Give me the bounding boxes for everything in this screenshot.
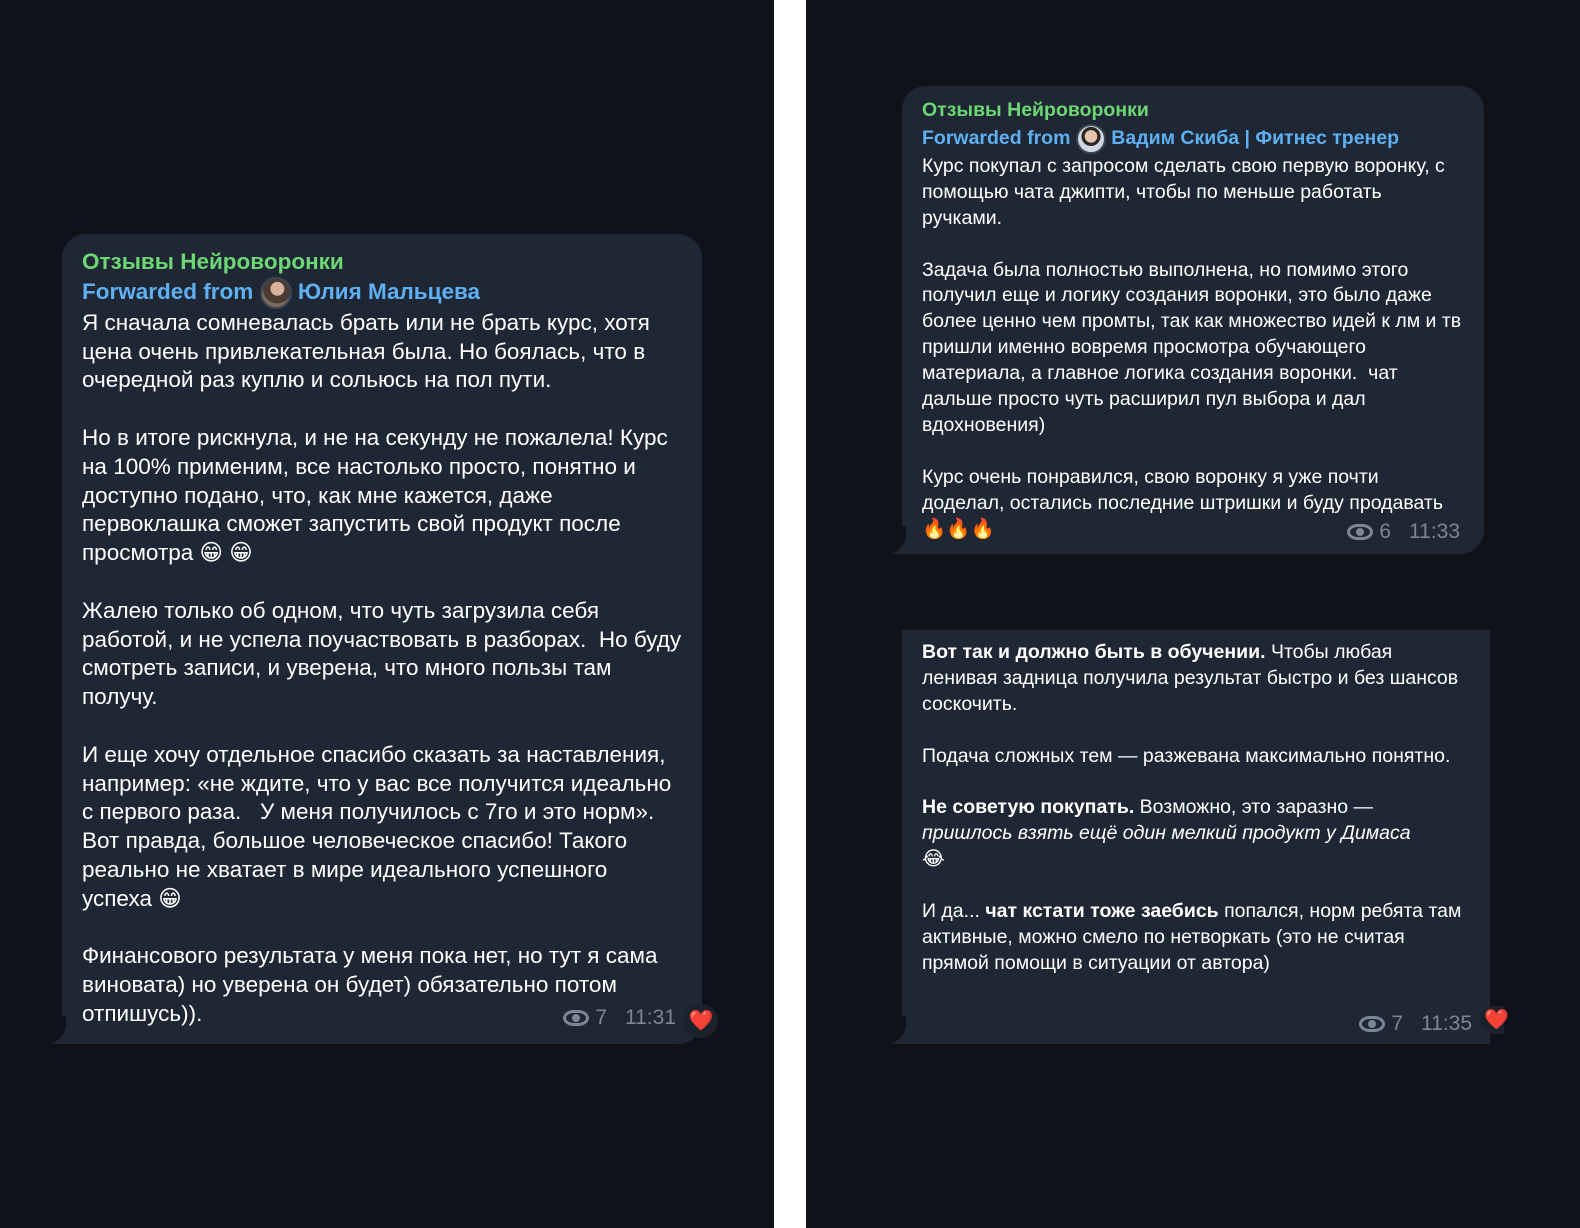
forwarded-label: Forwarded from xyxy=(922,127,1071,150)
user-avatar-icon[interactable] xyxy=(1076,124,1106,154)
italic-text: пришлось взять ещё один мелкий продукт у Димаса xyxy=(922,822,1411,845)
view-count: 7 xyxy=(1391,1012,1403,1035)
message-paragraph xyxy=(922,899,1470,977)
forwarded-header[interactable] xyxy=(82,277,682,309)
message-bubble[interactable] xyxy=(62,234,714,1044)
message-bubble[interactable] xyxy=(902,630,1509,1044)
forwarded-label: Forwarded from xyxy=(82,278,254,304)
message-bubble[interactable] xyxy=(902,86,1484,554)
message-paragraph xyxy=(922,795,1470,873)
message-time: 11:31 xyxy=(625,1006,676,1029)
channel-name[interactable]: Отзывы Нейроворонки xyxy=(922,99,1149,121)
views-eye-icon xyxy=(563,1010,589,1026)
laughing-emoji-icon: 😂 xyxy=(922,848,945,871)
message-meta xyxy=(1359,1012,1472,1036)
bubble-tail xyxy=(892,1030,906,1044)
message-text: Курс покупал с запросом сделать свою первую воронку, с помощью чата джипти, чтобы по меньше работать ручками. Задача была полностью выполнена, но помимо этого получил еще и логику создания воронки, это было даже более ценно чем промты, так как множество идей к лм и тв пришли именно вовремя просмотра обучающего материала, а главное логика создания воронки. чат дальше просто чуть расширил пул выбора и дал вдохновения) Курс очень понравился, свою воронку я уже почти доделал, остались последние штришки и буду продавать 🔥🔥🔥 xyxy=(922,154,1462,540)
heart-reaction-icon[interactable]: ❤️ xyxy=(684,1004,718,1038)
forwarded-author[interactable]: Юлия Мальцева xyxy=(297,278,481,304)
forwarded-header[interactable] xyxy=(922,124,1464,154)
message-text: Возможно, это заразно — xyxy=(1134,796,1373,819)
message-time: 11:33 xyxy=(1409,520,1460,543)
heart-reaction-icon[interactable]: ❤️ xyxy=(1480,1006,1504,1034)
left-chat-panel xyxy=(0,0,774,1228)
bold-text: Вот так и должно быть в обучении. xyxy=(922,641,1266,663)
message-text: И да... xyxy=(922,900,986,923)
views-eye-icon xyxy=(1347,524,1373,540)
message-time: 11:35 xyxy=(1421,1012,1472,1035)
view-count: 7 xyxy=(595,1006,607,1029)
message-meta xyxy=(563,1006,676,1030)
views-eye-icon xyxy=(1359,1016,1385,1032)
bold-text: Не советую покупать. xyxy=(922,796,1135,819)
right-chat-panel xyxy=(806,0,1580,1228)
forwarded-author[interactable]: Вадим Скиба | Фитнес тренер xyxy=(1111,127,1400,150)
message-text: Я сначала сомневалась брать или не брать курс, хотя цена очень привлекательная была. Но боялась, что в очередной раз куплю и сольюсь на пол пути. Но в итоге рискнула, и не на секунду не пожалела! Курс на 100% применим, все настолько просто, понятно и доступно подано, что, как мне кажется, даже первоклашка сможет запустить свой продукт после просмотра 😁 😁 Жалею только об одном, что чуть загрузила себя работой, и не успела поучаствовать в разборах. Но буду смотреть записи, и уверена, что много пользы там получу. И еще хочу отдельное спасибо сказать за наставления, например: «не ждите, что у вас все получится идеально с первого раза. У меня получилось с 7го и это норм». Вот правда, большое человеческое спасибо! Такого реально не хватает в мире идеального успешного успеха 😁 Финансового результата у меня пока нет, но тут я сама виновата) но уверена он будет) обязательно потом отпишусь)). xyxy=(82,309,682,1026)
message-meta xyxy=(1347,520,1460,544)
channel-name[interactable]: Отзывы Нейроворонки xyxy=(82,249,344,274)
message-paragraph: Подача сложных тем — разжевана максимально понятно. xyxy=(922,744,1451,767)
bubble-tail xyxy=(892,540,906,554)
bubble-tail xyxy=(52,1030,66,1044)
view-count: 6 xyxy=(1379,520,1391,543)
message-text: попался, норм ребята там активные, можно смело по нетворкать (это не считая прямой помощи в ситуации от автора) xyxy=(922,900,1467,974)
message-paragraph xyxy=(922,640,1470,718)
bold-text: чат кстати тоже заебись xyxy=(985,900,1219,923)
message-text: Чтобы любая ленивая задница получила результат быстро и без шансов соскочить. xyxy=(922,641,1464,715)
user-avatar-icon[interactable] xyxy=(260,277,292,309)
